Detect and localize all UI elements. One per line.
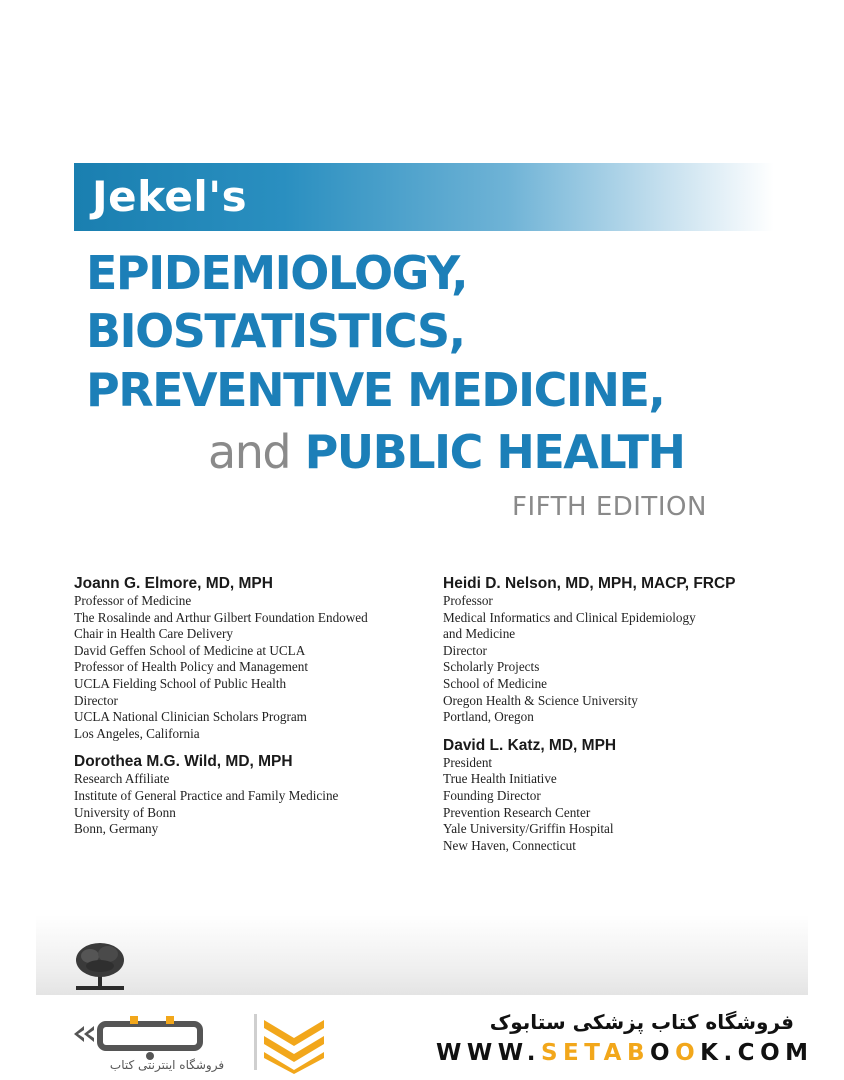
author-affiliation: Professor of Medicine	[74, 593, 192, 608]
shop-url[interactable]	[436, 1040, 814, 1066]
author-affiliation: Oregon Health & Science University	[443, 692, 638, 708]
author-affiliation: Portland, Oregon	[443, 709, 534, 725]
url-highlight-2: O	[675, 1040, 701, 1066]
author-name: Heidi D. Nelson, MD, MPH, MACP, FRCP	[443, 575, 736, 592]
author-affiliation: Prevention Research Center	[443, 804, 591, 820]
author-affiliation: Institute of General Practice and Family Medicine	[74, 787, 339, 803]
author-block-elmore	[74, 574, 414, 742]
author-affiliation: University of Bonn	[74, 804, 176, 820]
title-line-preventive-medicine: PREVENTIVE MEDICINE,	[86, 363, 665, 417]
url-suffix: K.COM	[700, 1040, 814, 1066]
publisher-band	[36, 915, 808, 995]
author-affiliation: The Rosalinde and Arthur Gilbert Foundation Endowed	[74, 609, 368, 625]
author-affiliation: True Health Initiative	[443, 771, 557, 787]
author-affiliation: Medical Informatics and Clinical Epidemiology	[443, 609, 696, 625]
author-affiliation: and Medicine	[443, 626, 516, 642]
author-affiliation: UCLA Fielding School of Public Health	[74, 675, 287, 691]
authors-right-column	[443, 574, 783, 864]
author-affiliation: David Geffen School of Medicine at UCLA	[74, 642, 306, 658]
chevron-logo-icon	[254, 1012, 334, 1074]
series-title: Jekel's	[92, 172, 248, 221]
author-affiliation: Director	[74, 692, 118, 708]
author-affiliation: Scholarly Projects	[443, 659, 540, 675]
author-affiliation: President	[443, 754, 493, 770]
author-affiliation: Founding Director	[443, 787, 541, 803]
author-affiliation: Bonn, Germany	[74, 821, 159, 837]
author-block-katz	[443, 736, 783, 855]
author-affiliation: Yale University/Griffin Hospital	[443, 821, 614, 837]
title-public-health: PUBLIC HEALTH	[304, 425, 685, 479]
title-line-epidemiology: EPIDEMIOLOGY,	[86, 246, 468, 300]
shop-name: فروشگاه کتاب پزشکی ستابوک	[489, 1010, 794, 1034]
series-banner	[74, 163, 774, 231]
edition-label: FIFTH EDITION	[512, 492, 707, 522]
title-line-public-health	[208, 424, 685, 480]
url-highlight: SETAB	[540, 1040, 650, 1066]
author-name: Dorothea M.G. Wild, MD, MPH	[74, 753, 293, 771]
title-line-biostatistics: BIOSTATISTICS,	[86, 304, 465, 358]
author-block-nelson	[443, 574, 783, 726]
title-and: and	[208, 425, 291, 479]
tree-logo-icon	[72, 940, 128, 992]
author-name: Joann G. Elmore, MD, MPH	[74, 575, 273, 592]
url-prefix: WWW.	[436, 1040, 541, 1066]
author-affiliation: Los Angeles, California	[74, 725, 200, 741]
url-mid: O	[650, 1040, 676, 1066]
authors-left-column	[74, 574, 414, 848]
author-affiliation: Director	[443, 642, 487, 658]
author-affiliation: New Haven, Connecticut	[443, 837, 576, 853]
author-affiliation: School of Medicine	[443, 675, 548, 691]
brand-subtitle: فروشگاه اینترنتی کتاب	[109, 1058, 225, 1072]
author-affiliation: UCLA National Clinician Scholars Program	[74, 709, 307, 725]
author-affiliation: Professor of Health Policy and Management	[74, 659, 309, 675]
author-affiliation: Research Affiliate	[74, 771, 170, 787]
author-name: David L. Katz, MD, MPH	[443, 736, 617, 754]
author-affiliation: Chair in Health Care Delivery	[74, 626, 233, 642]
author-affiliation: Professor	[443, 593, 493, 608]
author-block-wild	[74, 752, 414, 837]
